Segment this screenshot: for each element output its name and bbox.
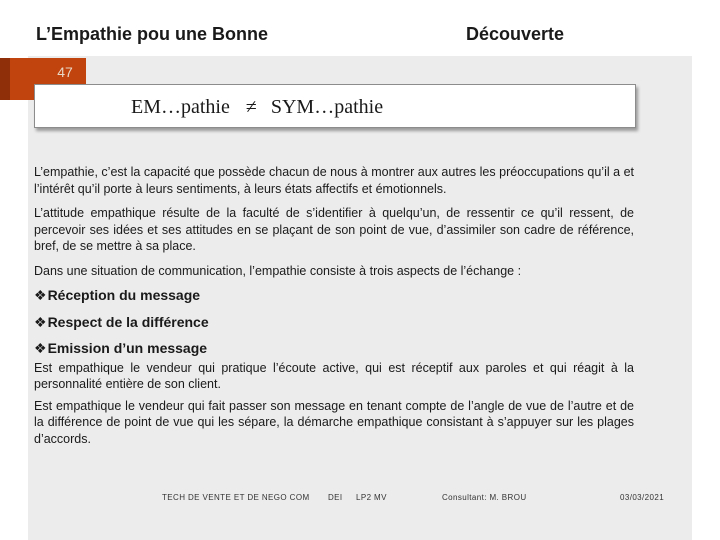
paragraph-viewpoint: Est empathique le vendeur qui fait passer son message en tenant compte de l’angle de vue de l’autre et de la différence de point de vue qui les sépare, la démarche empathique consistant à s’appuyer sur les plages d’accords. (34, 398, 634, 446)
bullet-diamond-icon: ❖ (34, 287, 47, 303)
subtitle-box (34, 84, 636, 128)
bullet-label: Réception du message (47, 287, 201, 303)
subtitle-text (131, 96, 383, 119)
slide-number: 47 (57, 64, 73, 80)
bullet-item (34, 314, 634, 331)
bullet-item (34, 340, 634, 357)
bullet-diamond-icon: ❖ (34, 313, 47, 330)
paragraph-attitude: L’attitude empathique résulte de la faculté de s’identifier à quelqu’un, de ressentir ce qu’il ressent, de percevoir ses idées et ses attitudes en se plaçant de son point de vue, d’assimiler son cadre de référence, bref, de se mettre à sa place. (34, 206, 634, 253)
not-equal-symbol: ≠ (245, 96, 257, 118)
footer-dept: DEI (328, 493, 343, 502)
footer-consultant: Consultant: M. BROU (442, 493, 527, 502)
bullet-label: Respect de la différence (47, 313, 209, 330)
footer-level: LP2 MV (356, 493, 387, 502)
bullet-label: Emission d’un message (47, 340, 208, 356)
footer-date: 03/03/2021 (620, 493, 665, 502)
paragraph-communication: Dans une situation de communication, l’empathie consiste à trois aspects de l’échange : (34, 263, 522, 278)
body-text (34, 164, 634, 455)
bullet-item (34, 287, 634, 304)
footer-course: TECH DE VENTE ET DE NEGO COM (162, 493, 310, 502)
orange-accent-edge (0, 58, 10, 100)
subtitle-right: SYM…pathie (270, 96, 384, 118)
bullet-diamond-icon: ❖ (34, 340, 47, 356)
paragraph-active-listening: Est empathique le vendeur qui pratique l’écoute active, qui est réceptif aux paroles et qui réagit à la personnalité entière de son client. (34, 360, 634, 391)
subtitle-left: EM…pathie (131, 96, 230, 118)
paragraph-definition: L’empathie, c’est la capacité que possède chacun de nous à montrer aux autres les préoccupations qu’il a et l’intérêt qu’il porte à leurs sentiments, à leurs états affectifs et émotionnels. (34, 165, 634, 196)
slide-title-right: Découverte (466, 24, 565, 44)
slide-title: L’Empathie pou une Bonne (36, 24, 269, 44)
